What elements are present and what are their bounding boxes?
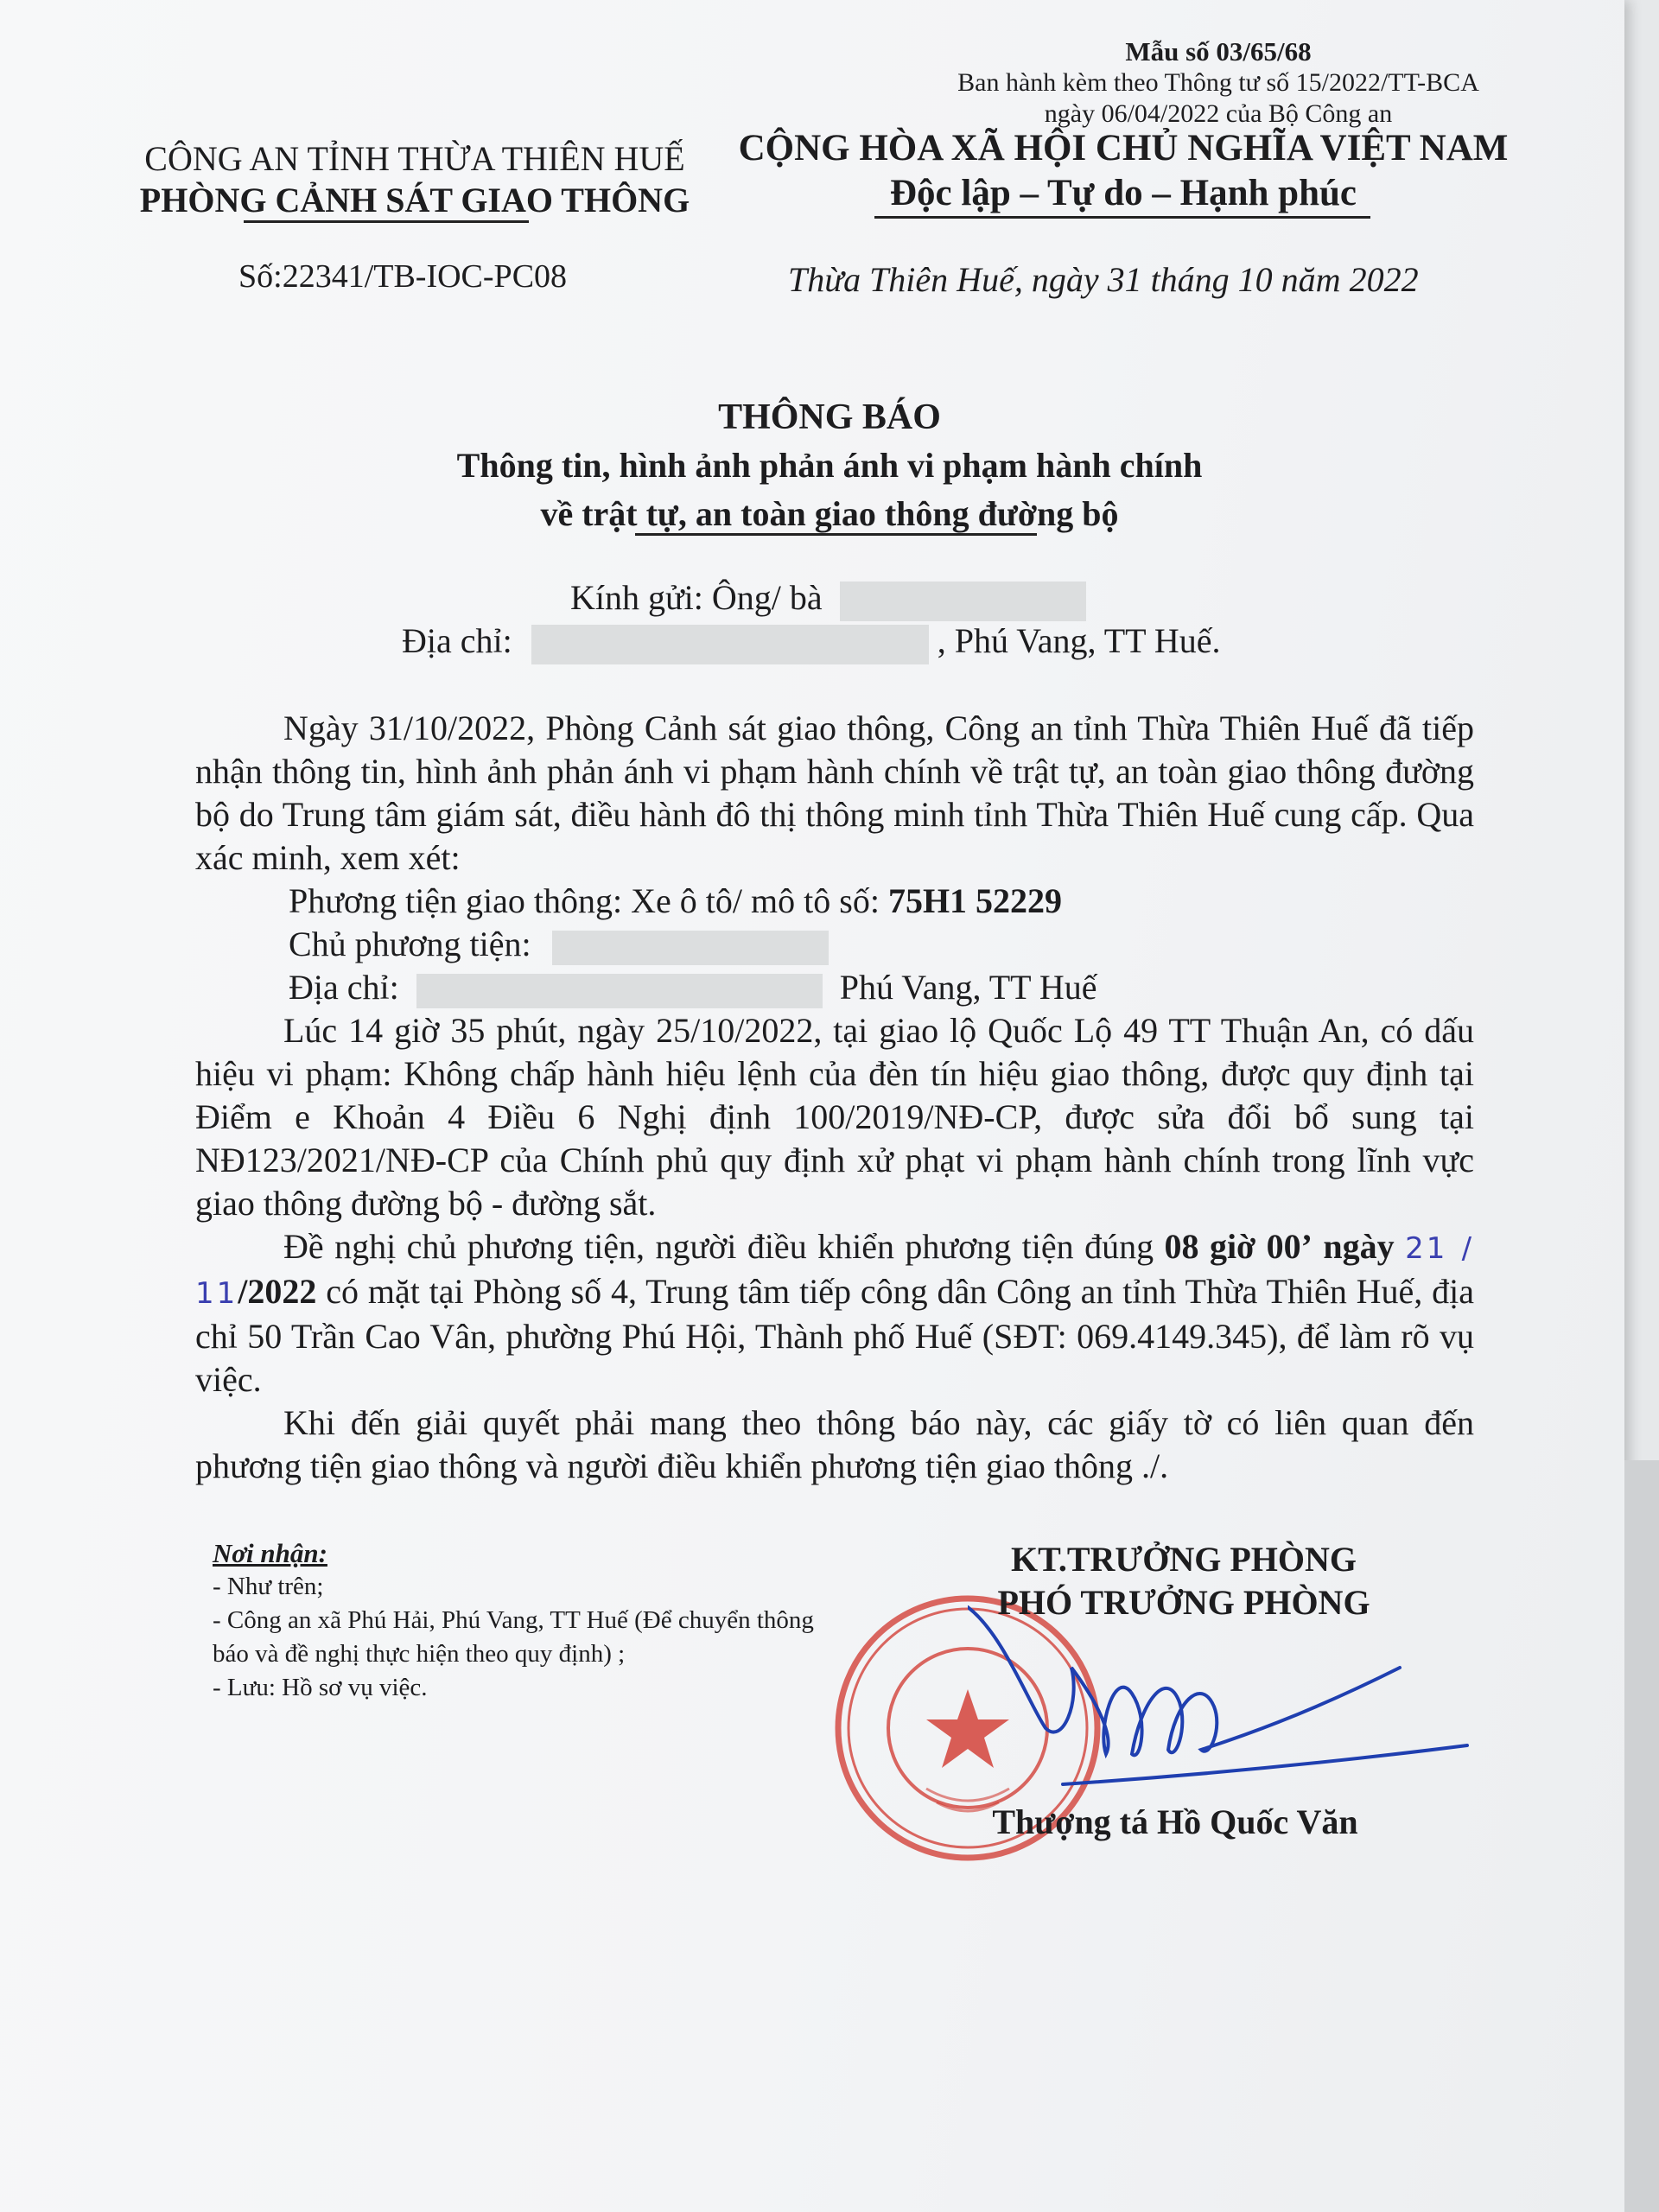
paragraph-intro: Ngày 31/10/2022, Phòng Cảnh sát giao thông, Công an tỉnh Thừa Thiên Huế đã tiếp nhận thông tin, hình ảnh phản ánh vi phạm hành chính về trật tự, an toàn giao thông đường bộ do Trung tâm giám sát, điều hành đô thị thông minh tỉnh Thừa Thiên Huế cung cấp. Qua xác minh, xem xét: [195,709,1474,877]
signer-title-2: PHÓ TRƯỞNG PHÒNG [997,1583,1370,1622]
form-number: Mẫu số 03/65/68 [1125,36,1312,67]
motto-underline [874,216,1370,219]
national-header [734,126,1512,216]
title-line-2: về trật tự, an toàn giao thông đường bộ [540,494,1119,533]
title-main: THÔNG BÁO [718,397,941,437]
agency-parent: CÔNG AN TỈNH THỪA THIÊN HUẾ [144,139,685,178]
agency-header [121,138,709,221]
background-paper-edge [1624,1460,1659,2212]
redacted-name [840,582,1086,621]
addressee-address-line [402,620,1221,664]
request-details: có mặt tại Phòng số 4, Trung tâm tiếp công dân Công an tỉnh Thừa Thiên Huế, địa chỉ 50 Trần Cao Vân, phường Phú Hội, Thành phố Huế (SĐT: 069.4149.345), để làm rõ vụ việc. [195,1272,1475,1399]
owner-label: Chủ phương tiện: [289,925,531,963]
address-tail: , Phú Vang, TT Huế. [937,621,1221,660]
redacted-owner [552,931,829,965]
recipient-item: - Công an xã Phú Hải, Phú Vang, TT Huế (Để chuyển thông báo và đề nghị thực hiện theo quy định) ; [213,1606,814,1668]
owner-address-line [195,966,1474,1009]
signer-block [881,1538,1486,1624]
nation-motto: Độc lập – Tự do – Hạnh phúc [890,173,1357,213]
agency-department: PHÒNG CẢNH SÁT GIAO THÔNG [139,181,690,219]
request-day-label: ngày [1323,1227,1395,1266]
owner-address-tail: Phú Vang, TT Huế [839,968,1097,1007]
place-and-date: Thừa Thiên Huế, ngày 31 tháng 10 năm 2022 [788,260,1419,299]
agency-underline [244,220,529,223]
handwritten-date: 21 / 11 [195,1231,1475,1311]
request-time: 08 giờ 00’ [1164,1227,1313,1266]
paragraph-closing: Khi đến giải quyết phải mang theo thông báo này, các giấy tờ có liên quan đến phương tiện giao thông và người điều khiển phương tiện giao thông ./. [195,1403,1474,1485]
title-line-1: Thông tin, hình ảnh phản ánh vi phạm hành chính [456,446,1203,485]
address-label: Địa chỉ: [402,621,512,660]
owner-line [195,923,1474,966]
recipients-list [213,1536,835,1705]
vehicle-label: Phương tiện giao thông: Xe ô tô/ mô tô số: [289,881,880,920]
signer-title-1: KT.TRƯỞNG PHÒNG [1011,1540,1357,1579]
notice-body [195,707,1474,1488]
notice-title [259,393,1400,538]
paragraph-violation: Lúc 14 giờ 35 phút, ngày 25/10/2022, tại giao lộ Quốc Lộ 49 TT Thuận An, có dấu hiệu vi phạm: Không chấp hành hiệu lệnh của đèn tín hiệu giao thông, được quy định tại Điểm e Khoản 4 Điều 6 Nghị định 100/2019/NĐ-CP, được sửa đổi bổ sung tại NĐ123/2021/NĐ-CP của Chính phủ quy định xử phạt vi phạm hành chính trong lĩnh vực giao thông đường bộ - đường sắt. [195,1011,1474,1223]
recipients-heading: Nơi nhận: [213,1538,327,1568]
recipient-item: - Như trên; [213,1573,324,1600]
greeting-label: Kính gửi: Ông/ bà [570,578,823,617]
title-underline [635,533,1037,536]
form-issued-with: Ban hành kèm theo Thông tư số 15/2022/TT-BCA [957,68,1479,97]
paragraph-request [195,1225,1474,1402]
form-reference [916,36,1521,130]
license-plate: 75H1 52229 [887,881,1063,920]
redacted-owner-address [416,974,823,1008]
recipient-item: - Lưu: Hồ sơ vụ việc. [213,1674,428,1701]
handwritten-signature [968,1599,1486,1806]
request-year: /2022 [238,1272,317,1311]
request-text: Đề nghị chủ phương tiện, người điều khiển phương tiện đúng [283,1227,1154,1266]
nation-name: CỘNG HÒA XÃ HỘI CHỦ NGHĨA VIỆT NAM [738,128,1509,168]
signer-name: Thượng tá Hồ Quốc Văn [992,1802,1358,1841]
addressee-line [570,577,1086,621]
redacted-address [531,625,929,664]
vehicle-line [195,880,1474,923]
form-issued-date: ngày 06/04/2022 của Bộ Công an [1044,99,1393,128]
document-number: Số:22341/TB-IOC-PC08 [238,258,568,295]
owner-address-label: Địa chỉ: [289,968,399,1007]
